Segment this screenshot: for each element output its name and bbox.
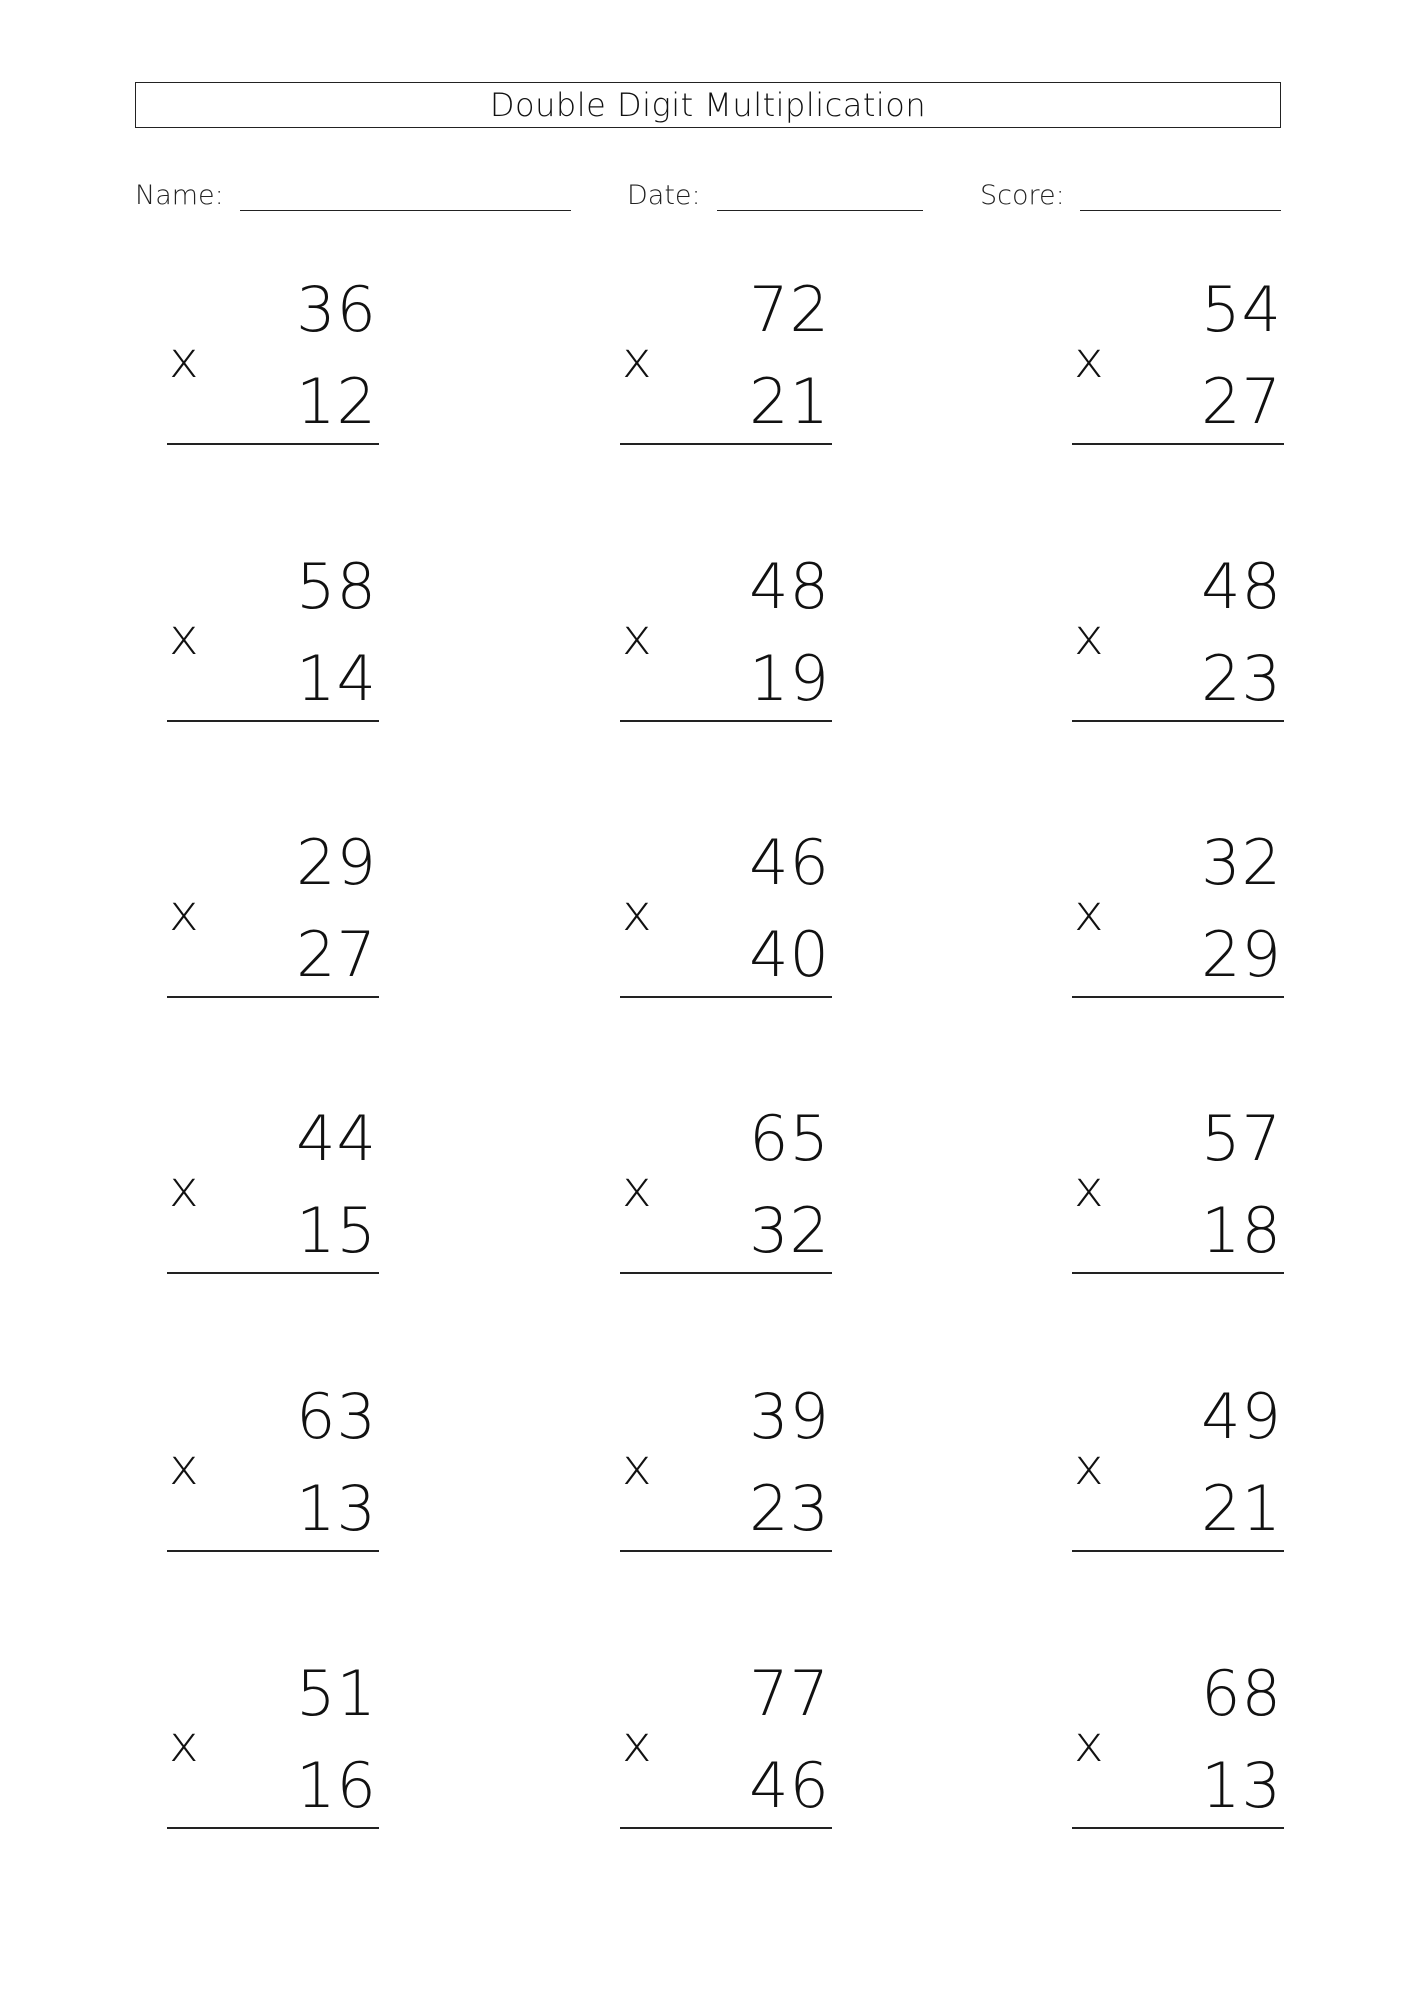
times-icon: x [622,608,652,666]
times-icon: x [1074,1438,1104,1496]
score-input-line[interactable] [1080,210,1281,211]
multiplier: 27 [296,918,377,991]
multiplication-problem [620,550,832,756]
worksheet-title: Double Digit Multiplication [489,86,927,124]
multiplication-problem [620,1380,832,1586]
multiplicand: 68 [1201,1657,1282,1730]
answer-line[interactable] [620,1550,832,1552]
multiplier: 46 [749,1749,830,1822]
multiplier: 12 [296,365,377,438]
times-icon: x [622,331,652,389]
times-icon: x [169,608,199,666]
score-field [980,178,1281,218]
multiplier: 18 [1201,1194,1282,1267]
multiplicand: 77 [749,1657,830,1730]
answer-line[interactable] [167,1827,379,1829]
multiplication-problem [167,826,379,1032]
multiplicand: 54 [1201,273,1282,346]
multiplicand: 46 [749,826,830,899]
multiplier: 29 [1201,918,1282,991]
multiplicand: 58 [296,550,377,623]
answer-line[interactable] [167,443,379,445]
answer-line[interactable] [620,1827,832,1829]
answer-line[interactable] [1072,1272,1284,1274]
multiplicand: 51 [296,1657,377,1730]
answer-line[interactable] [1072,443,1284,445]
answer-line[interactable] [620,1272,832,1274]
multiplicand: 39 [749,1380,830,1453]
multiplier: 19 [749,642,830,715]
answer-line[interactable] [620,443,832,445]
times-icon: x [169,1160,199,1218]
multiplier: 23 [1201,642,1282,715]
multiplicand: 72 [749,273,830,346]
answer-line[interactable] [167,996,379,998]
multiplication-problem [167,1380,379,1586]
multiplier: 32 [749,1194,830,1267]
answer-line[interactable] [1072,720,1284,722]
multiplier: 15 [296,1194,377,1267]
multiplicand: 65 [749,1102,830,1175]
multiplicand: 29 [296,826,377,899]
times-icon: x [1074,608,1104,666]
multiplicand: 49 [1201,1380,1282,1453]
answer-line[interactable] [1072,1827,1284,1829]
multiplication-problem [620,273,832,479]
answer-line[interactable] [167,720,379,722]
times-icon: x [169,1715,199,1773]
multiplication-problem [167,1657,379,1863]
date-input-line[interactable] [717,210,923,211]
answer-line[interactable] [167,1272,379,1274]
name-label: Name: [135,180,224,211]
date-field [627,178,923,218]
multiplier: 21 [1201,1472,1282,1545]
times-icon: x [1074,884,1104,942]
multiplicand: 48 [749,550,830,623]
multiplication-problem [1072,826,1284,1032]
multiplier: 21 [749,365,830,438]
name-field [135,178,571,218]
multiplication-problem [167,273,379,479]
multiplication-problem [1072,1102,1284,1308]
answer-line[interactable] [167,1550,379,1552]
multiplicand: 32 [1201,826,1282,899]
multiplier: 14 [296,642,377,715]
multiplier: 23 [749,1472,830,1545]
answer-line[interactable] [1072,996,1284,998]
multiplier: 13 [296,1472,377,1545]
multiplier: 27 [1201,365,1282,438]
times-icon: x [622,884,652,942]
multiplicand: 48 [1201,550,1282,623]
multiplication-problem [620,1657,832,1863]
multiplication-problem [1072,550,1284,756]
multiplicand: 63 [296,1380,377,1453]
multiplicand: 44 [296,1102,377,1175]
multiplication-problem [167,550,379,756]
multiplication-problem [620,1102,832,1308]
multiplier: 13 [1201,1749,1282,1822]
score-label: Score: [980,180,1065,211]
name-input-line[interactable] [240,210,571,211]
times-icon: x [169,331,199,389]
times-icon: x [622,1715,652,1773]
times-icon: x [1074,331,1104,389]
multiplier: 40 [749,918,830,991]
answer-line[interactable] [1072,1550,1284,1552]
title-box [135,82,1281,128]
times-icon: x [169,1438,199,1496]
times-icon: x [622,1160,652,1218]
answer-line[interactable] [620,996,832,998]
multiplier: 16 [296,1749,377,1822]
multiplication-problem [1072,1380,1284,1586]
times-icon: x [169,884,199,942]
multiplication-problem [620,826,832,1032]
date-label: Date: [627,180,701,211]
multiplication-problem [1072,1657,1284,1863]
multiplicand: 36 [296,273,377,346]
times-icon: x [1074,1715,1104,1773]
multiplicand: 57 [1201,1102,1282,1175]
times-icon: x [1074,1160,1104,1218]
answer-line[interactable] [620,720,832,722]
multiplication-problem [1072,273,1284,479]
multiplication-problem [167,1102,379,1308]
times-icon: x [622,1438,652,1496]
